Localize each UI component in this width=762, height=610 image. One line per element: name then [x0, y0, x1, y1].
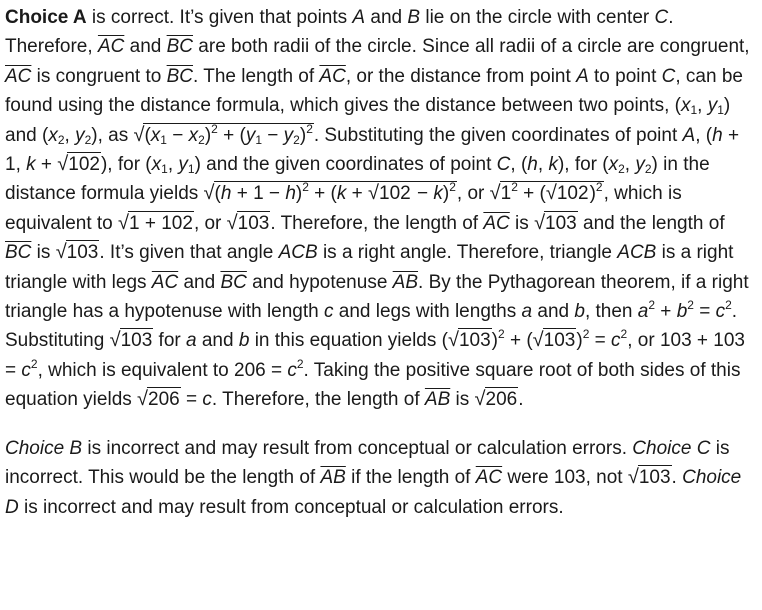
- square-root-expression: [227, 213, 271, 234]
- math-variable: x: [151, 154, 162, 176]
- radicand: [378, 181, 412, 204]
- text-run: , which is equivalent to: [5, 183, 682, 234]
- text-run: is: [509, 212, 535, 234]
- radicand: [544, 211, 578, 234]
- radicand: [485, 387, 519, 410]
- math-variable: c: [287, 359, 297, 381]
- square-root-expression: [110, 330, 154, 351]
- text-run: is incorrect and may result from conceptual or calculation errors.: [18, 496, 564, 518]
- superscript: 2: [511, 180, 518, 195]
- math-variable: Choice C: [632, 437, 711, 459]
- text-run: ) and (: [5, 95, 731, 146]
- text-run: ): [295, 183, 303, 205]
- superscript: 2: [620, 327, 628, 342]
- radicand: [67, 152, 101, 175]
- text-run: are both radii of the circle. Since all radii of a circle are congruent,: [193, 36, 750, 58]
- superscript: 2: [296, 356, 304, 371]
- square-root-expression: [628, 467, 672, 488]
- text-run: 103: [66, 242, 99, 264]
- math-variable: c: [611, 330, 621, 352]
- superscript: 2: [595, 180, 603, 195]
- subscript: 1: [690, 103, 698, 118]
- subscript: 2: [84, 132, 92, 147]
- radical-sign-icon: √: [133, 123, 145, 146]
- text-run: if the length of: [345, 467, 476, 489]
- math-variable: A: [682, 124, 696, 146]
- segment-label: $\overline{AC}$: [475, 467, 503, 489]
- text-run: is incorrect and may result from conceptual or calculation errors.: [82, 437, 633, 459]
- text-run: and: [196, 330, 239, 352]
- text-run: . Therefore, the length of: [270, 212, 484, 234]
- text-run: 103: [458, 330, 491, 352]
- math-variable: x: [48, 124, 58, 146]
- segment-label: $\overline{AB}$: [392, 271, 419, 293]
- text-run: ) in the distance formula yields: [5, 154, 710, 205]
- text-run: .: [671, 467, 683, 489]
- radicand: [500, 181, 604, 204]
- math-variable: B: [407, 7, 421, 28]
- text-run: +: [346, 183, 369, 205]
- subscript: 2: [57, 132, 65, 147]
- radicand: [237, 211, 271, 234]
- subscript: 2: [618, 162, 625, 177]
- text-run: . It’s given that angle: [99, 242, 279, 264]
- subscript: 1: [717, 103, 724, 118]
- segment-label: $\overline{BC}$: [166, 36, 194, 58]
- text-run: , or: [193, 212, 227, 234]
- math-variable: x: [188, 124, 199, 146]
- text-run: . Substituting the given coordinates of point: [313, 124, 683, 146]
- text-run: . Taking the positive square root of both sides of this equation yields: [5, 359, 741, 411]
- radical-sign-icon: √: [534, 211, 546, 234]
- subscript: 2: [198, 132, 205, 147]
- segment-label: $\overline{BC}$: [166, 65, 194, 87]
- math-variable: A: [576, 65, 589, 87]
- text-run: ,: [537, 154, 549, 176]
- segment-label: $\overline{AC}$: [97, 36, 125, 58]
- radicand: [543, 328, 577, 351]
- superscript: 2: [687, 298, 694, 313]
- subscript: 1: [160, 132, 167, 147]
- radical-sign-icon: √: [57, 153, 69, 176]
- math-variable: b: [676, 301, 688, 323]
- math-variable: y: [75, 124, 85, 146]
- text-run: 102: [379, 183, 411, 205]
- math-variable: C: [661, 65, 676, 87]
- radicand: [128, 211, 194, 234]
- text-run: ), as: [91, 124, 134, 146]
- subscript: 1: [255, 132, 263, 147]
- math-variable: k: [26, 154, 36, 176]
- math-variable: ACB: [617, 242, 657, 264]
- text-run: 102: [68, 154, 100, 176]
- text-run: 103: [545, 212, 577, 234]
- radical-sign-icon: √: [474, 388, 486, 411]
- radical-sign-icon: √: [118, 211, 130, 234]
- radicand: [143, 123, 313, 146]
- radical-sign-icon: √: [489, 182, 501, 205]
- text-run: , which is equivalent to 206 =: [37, 359, 288, 381]
- superscript: 2: [582, 327, 590, 342]
- text-run: .: [518, 389, 524, 411]
- text-run: is a right angle. Therefore, triangle: [317, 242, 618, 264]
- text-run: ,: [167, 154, 179, 176]
- square-root-expression: [57, 154, 101, 175]
- segment-label: $\overline{AC}$: [319, 65, 346, 87]
- text-run: +: [655, 301, 677, 323]
- square-root-expression: [546, 183, 590, 204]
- text-run: were 103, not: [502, 467, 628, 489]
- segment-label: $\overline{AC}$: [483, 212, 510, 234]
- superscript: 2: [725, 298, 732, 313]
- text-run: ): [491, 330, 498, 352]
- text-run: +: [35, 154, 58, 176]
- radicand: [120, 328, 154, 351]
- text-run: and the length of: [577, 212, 725, 234]
- text-run: + 1,: [5, 124, 740, 176]
- text-run: , (: [695, 124, 713, 146]
- text-run: ): [442, 183, 450, 205]
- text-run: ), for (: [100, 154, 152, 176]
- text-run: for: [153, 330, 186, 352]
- text-run: 103: [237, 212, 270, 234]
- radical-sign-icon: √: [447, 329, 459, 352]
- text-run: ,: [64, 124, 76, 146]
- text-run: . Therefore,: [5, 7, 674, 58]
- text-run: , or the distance from point: [345, 65, 577, 87]
- text-run: ) and the given coordinates of point: [194, 154, 497, 176]
- math-variable: k: [433, 183, 443, 205]
- math-variable: a: [637, 301, 649, 323]
- radical-sign-icon: √: [627, 466, 639, 489]
- text-run: in this equation yields (: [249, 330, 448, 352]
- math-variable: c: [202, 389, 212, 411]
- math-variable: ACB: [278, 242, 318, 264]
- segment-label: $\overline{AC}$: [5, 65, 32, 87]
- radical-sign-icon: √: [226, 211, 238, 234]
- math-variable: b: [238, 330, 250, 352]
- square-root-expression: [133, 121, 313, 147]
- text-run: + 1 −: [231, 183, 286, 205]
- superscript: 2: [648, 298, 656, 313]
- radicand: [66, 240, 100, 263]
- square-root-expression: [118, 213, 194, 234]
- math-variable: c: [715, 301, 726, 323]
- radical-sign-icon: √: [137, 388, 149, 411]
- math-variable: y: [245, 124, 256, 146]
- math-variable: Choice B: [5, 437, 83, 459]
- square-root-expression: [137, 389, 181, 410]
- math-variable: x: [150, 124, 161, 146]
- radicand: [458, 328, 492, 351]
- text-run: is: [31, 242, 56, 264]
- text-run: −: [166, 124, 189, 146]
- text-run: is incorrect. This would be the length of: [5, 437, 730, 489]
- math-variable: b: [574, 301, 585, 323]
- text-run: is: [450, 389, 475, 411]
- square-root-expression: [475, 389, 519, 410]
- text-run: =: [693, 301, 716, 323]
- text-run: ), for (: [557, 154, 609, 176]
- square-root-expression: [448, 330, 492, 351]
- math-variable: y: [635, 154, 645, 176]
- radical-sign-icon: √: [368, 182, 380, 205]
- superscript: 2: [302, 180, 309, 195]
- text-run: =: [180, 389, 203, 411]
- radical-sign-icon: √: [532, 329, 544, 352]
- square-root-expression: [533, 330, 577, 351]
- math-variable: C: [496, 154, 511, 176]
- text-run: to point: [588, 65, 662, 87]
- segment-label: $\overline{AC}$: [151, 271, 179, 293]
- text-run: , (: [510, 154, 528, 176]
- text-run: and hypotenuse: [246, 271, 393, 293]
- text-run: is congruent to: [31, 65, 167, 87]
- text-run: + (: [217, 124, 246, 146]
- radical-sign-icon: √: [545, 182, 557, 205]
- radical-sign-icon: √: [203, 182, 215, 205]
- math-variable: h: [712, 124, 723, 146]
- text-run: =: [589, 330, 612, 352]
- text-run: ): [299, 124, 307, 146]
- text-run: (: [144, 124, 151, 146]
- math-variable: Choice D: [5, 467, 742, 518]
- text-run: , or: [456, 183, 490, 205]
- text-run: 103: [543, 330, 576, 352]
- text-run: is a right triangle with legs: [5, 242, 734, 293]
- math-variable: y: [283, 124, 294, 146]
- text-run: lie on the circle with center: [420, 7, 655, 28]
- segment-label: $\overline{BC}$: [5, 242, 32, 264]
- math-variable: x: [680, 95, 691, 117]
- text-run: ): [576, 330, 583, 352]
- superscript: 2: [498, 327, 505, 342]
- text-run: , can be found using the distance formula, which gives the distance between two points, (: [5, 65, 743, 117]
- text-run: 206: [148, 389, 180, 411]
- math-variable: h: [285, 183, 296, 205]
- subscript: 1: [161, 162, 168, 177]
- math-variable: k: [336, 183, 347, 205]
- text-run: and: [532, 301, 575, 323]
- math-variable: h: [220, 183, 232, 205]
- math-variable: y: [178, 154, 188, 176]
- radicand: [214, 181, 457, 204]
- radicand: [556, 181, 590, 204]
- square-root-expression: [368, 183, 412, 204]
- text-run: −: [262, 124, 284, 146]
- radicand: [638, 465, 672, 488]
- text-run: 206: [485, 389, 518, 411]
- subscript: 2: [293, 132, 300, 147]
- segment-label: $\overline{AB}$: [424, 389, 451, 411]
- text-run: and: [365, 7, 408, 28]
- text-run: and: [178, 271, 221, 293]
- square-root-expression: [56, 242, 100, 263]
- text-run: . The length of: [193, 65, 320, 87]
- math-variable: c: [21, 359, 31, 381]
- square-root-expression: [489, 180, 604, 205]
- text-run: , then: [584, 301, 638, 323]
- text-run: + (: [517, 183, 546, 205]
- text-run: 1: [500, 183, 512, 205]
- math-variable: h: [527, 154, 538, 176]
- text-run: ): [204, 124, 212, 146]
- square-root-expression: [203, 180, 457, 205]
- text-run: 103: [638, 467, 671, 489]
- radical-sign-icon: √: [109, 329, 121, 352]
- text-run: −: [411, 183, 434, 205]
- square-root-expression: [534, 213, 578, 234]
- math-variable: k: [548, 154, 558, 176]
- math-variable: c: [324, 301, 334, 323]
- text-run: + (: [504, 330, 533, 352]
- math-variable: a: [186, 330, 197, 352]
- incorrect-choices-paragraph: [5, 434, 756, 522]
- text-run: is correct. It’s given that points: [86, 7, 353, 28]
- text-run: . Substituting: [5, 301, 738, 352]
- segment-label: $\overline{AB}$: [320, 467, 346, 489]
- text-run: ): [589, 183, 596, 205]
- math-variable: a: [521, 301, 533, 323]
- subscript: 1: [187, 162, 195, 177]
- answer-explanation-paragraph: [5, 3, 756, 415]
- superscript: 2: [306, 121, 313, 136]
- math-variable: C: [654, 7, 669, 28]
- text-run: , or 103 + 103 =: [5, 330, 746, 381]
- text-run: (: [214, 183, 221, 205]
- radical-sign-icon: √: [55, 241, 67, 264]
- text-run: 103: [120, 330, 153, 352]
- text-run: + (: [308, 183, 337, 205]
- math-variable: A: [352, 7, 366, 28]
- text-run: . By the Pythagorean theorem, if a right triangle has a hypotenuse with length: [5, 271, 749, 323]
- text-run: Choice A: [5, 7, 87, 28]
- radicand: [147, 387, 181, 410]
- math-variable: x: [608, 154, 619, 176]
- segment-label: $\overline{BC}$: [220, 271, 247, 293]
- text-run: and legs with lengths: [333, 301, 522, 323]
- text-run: . Therefore, the length of: [211, 389, 425, 411]
- text-run: ,: [697, 95, 708, 117]
- text-run: and: [124, 36, 167, 58]
- text-run: 1 + 102: [129, 212, 193, 234]
- superscript: 2: [449, 180, 456, 195]
- math-variable: y: [707, 95, 718, 117]
- text-run: ,: [624, 154, 636, 176]
- text-run: 102: [556, 183, 589, 205]
- subscript: 2: [644, 162, 652, 177]
- superscript: 2: [30, 356, 38, 371]
- superscript: 2: [211, 121, 218, 136]
